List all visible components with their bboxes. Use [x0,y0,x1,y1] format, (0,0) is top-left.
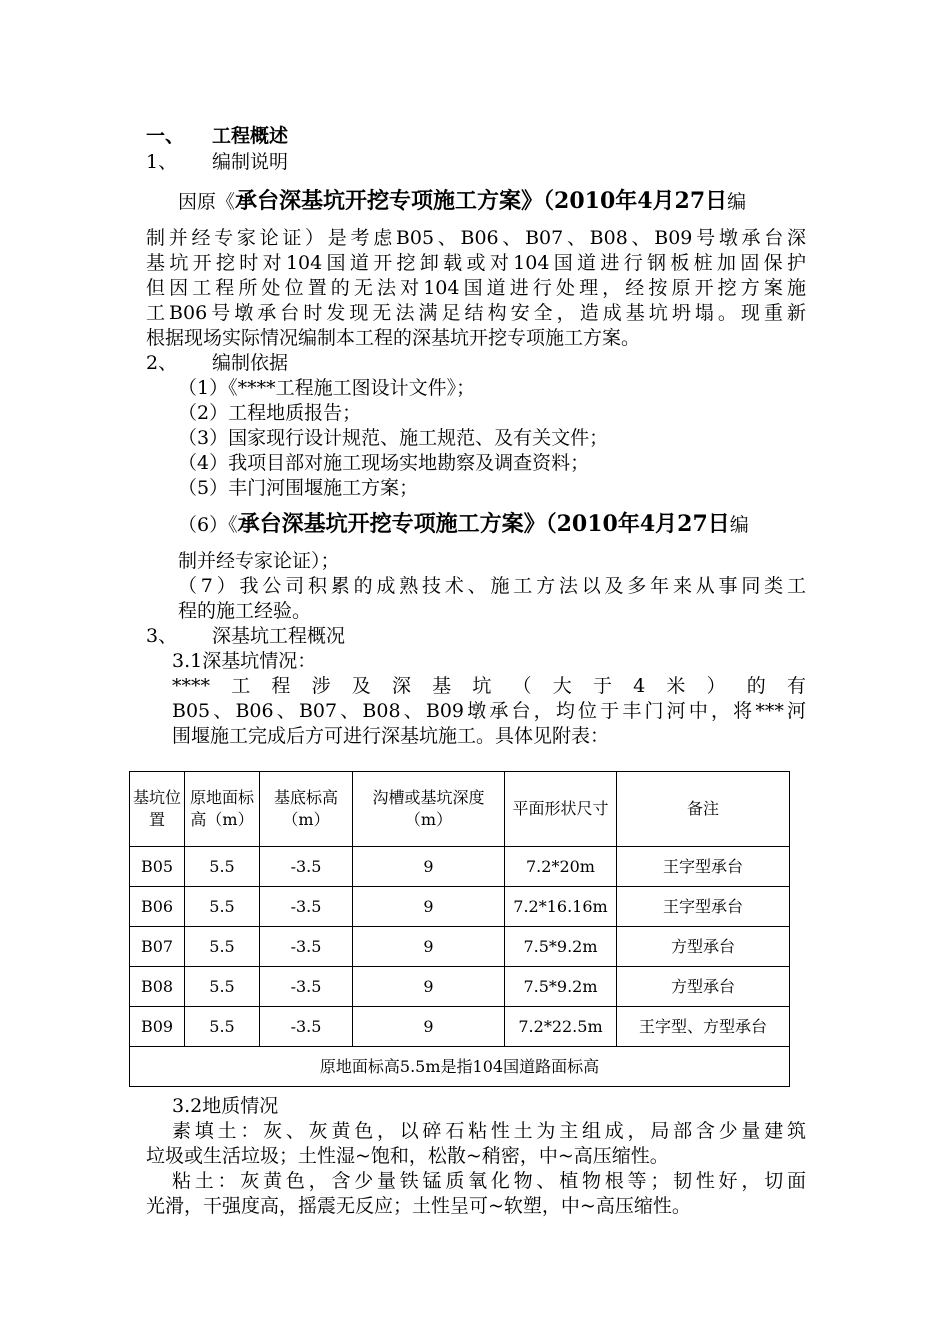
fill-soil-line-2: 垃圾或生活垃圾；土性湿~饱和，松散~稍密，中~高压缩性。 [146,1145,669,1167]
paragraph-1-line-3: 基坑开挖时对104国道开挖卸载或对104国道进行钢板桩加固保护 [146,252,806,274]
table-header-cell: 备注 [617,772,790,847]
basis-item: （4）我项目部对施工现场实地勘察及调查资料； [178,452,590,474]
table-cell: 方型承台 [617,927,790,967]
foundation-pit-table [129,771,790,1087]
table-cell: 7.2*16.16m [505,887,617,927]
table-footnote: 原地面标高5.5m是指104国道路面标高 [130,1047,790,1087]
table-cell: 7.2*22.5m [505,1007,617,1047]
table-cell: -3.5 [260,1007,353,1047]
table-cell: -3.5 [260,887,353,927]
table-cell: -3.5 [260,847,353,887]
table-cell: 5.5 [185,887,260,927]
table-cell: 9 [353,847,505,887]
table-cell: 王字型承台 [617,847,790,887]
basis-item-7-line-2: 程的施工经验。 [178,600,312,622]
clay-line-2: 光滑，干强度高，摇震无反应；土性呈可~软塑，中~高压缩性。 [146,1195,691,1217]
basis-item-6-line-2: 制并经专家论证）； [178,550,340,572]
subsection-3-1-title: 3.1深基坑情况： [172,650,317,672]
basis-item: （2）工程地质报告； [178,402,362,424]
table-cell: 5.5 [185,967,260,1007]
table-header-cell: 平面形状尺寸 [505,772,617,847]
basis-item-6 [178,512,749,537]
basis-6-bold-title: 承台深基坑开挖专项施工方案》（2010年4月27日 [237,511,730,537]
table-cell: 9 [353,967,505,1007]
basis-6-suffix: 编 [729,514,749,536]
subsection-3-1-line-1: ****工程涉及深基坑（大于4米）的有 [172,675,806,697]
section-1-number: 一、 [146,125,185,147]
subsection-3-number: 3、 [146,625,178,647]
table-cell: 9 [353,887,505,927]
table-cell: 方型承台 [617,967,790,1007]
table-cell: B05 [130,847,185,887]
table-row [130,887,790,927]
table-footnote-row [130,1047,790,1087]
table-cell: 5.5 [185,847,260,887]
table-header-cell: 原地面标高（m） [185,772,260,847]
table-row [130,927,790,967]
table-header-cell: 基坑位置 [130,772,185,847]
clay-line-1: 粘土：灰黄色，含少量铁锰质氧化物、植物根等；韧性好，切面 [172,1170,806,1192]
table-cell: 7.2*20m [505,847,617,887]
table-cell: B07 [130,927,185,967]
basis-item: （3）国家现行设计规范、施工规范、及有关文件； [178,427,609,449]
subsection-2-number: 2、 [146,352,178,374]
subsection-3-1-line-3: 围堰施工完成后方可进行深基坑施工。具体见附表： [172,725,610,747]
paragraph-1-prefix: 因原《 [178,191,236,213]
basis-6-prefix: （6）《 [178,514,238,536]
subsection-3-1-line-2: B05、B06、B07、B08、B09墩承台，均位于丰门河中，将***河 [172,700,806,722]
table-cell: 7.5*9.2m [505,927,617,967]
paragraph-1-bold-title: 承台深基坑开挖专项施工方案》（2010年4月27日 [235,188,728,214]
fill-soil-line-1: 素填土：灰、灰黄色，以碎石粘性土为主组成，局部含少量建筑 [172,1120,806,1142]
table-cell: 王字型、方型承台 [617,1007,790,1047]
table-header-cell: 沟槽或基坑深度（m） [353,772,505,847]
paragraph-1-line-1 [178,189,746,214]
table-cell: 5.5 [185,1007,260,1047]
table-cell: -3.5 [260,927,353,967]
paragraph-1-line-6: 根据现场实际情况编制本工程的深基坑开挖专项施工方案。 [146,327,641,349]
basis-item: （1）《****工程施工图设计文件》； [178,377,476,399]
table-cell: 9 [353,927,505,967]
table-cell: 7.5*9.2m [505,967,617,1007]
basis-item: （5）丰门河围堰施工方案； [178,477,419,499]
subsection-2-title: 编制依据 [212,352,289,374]
table-row [130,1007,790,1047]
paragraph-1-line-4: 但因工程所处位置的无法对104国道进行处理，经按原开挖方案施 [146,277,806,299]
table-cell: 5.5 [185,927,260,967]
table-cell: 王字型承台 [617,887,790,927]
subsection-3-2-title: 3.2地质情况 [172,1095,279,1117]
table-row [130,967,790,1007]
table-row [130,847,790,887]
table-header-cell: 基底标高（m） [260,772,353,847]
table-cell: -3.5 [260,967,353,1007]
paragraph-1-line-2: 制并经专家论证）是考虑B05、B06、B07、B08、B09号墩承台深 [146,227,806,249]
table-cell: B08 [130,967,185,1007]
subsection-1-number: 1、 [146,151,178,173]
paragraph-1-line-5: 工B06号墩承台时发现无法满足结构安全，造成基坑坍塌。现重新 [146,302,806,324]
subsection-1-title: 编制说明 [212,151,289,173]
table-cell: 9 [353,1007,505,1047]
basis-item-7-line-1: （7）我公司积累的成熟技术、施工方法以及多年来从事同类工 [178,575,806,597]
table-cell: B06 [130,887,185,927]
paragraph-1-suffix: 编 [727,191,747,213]
subsection-3-title: 深基坑工程概况 [212,625,346,647]
table-header-row [130,772,790,847]
section-1-title: 工程概述 [212,125,289,147]
table-cell: B09 [130,1007,185,1047]
